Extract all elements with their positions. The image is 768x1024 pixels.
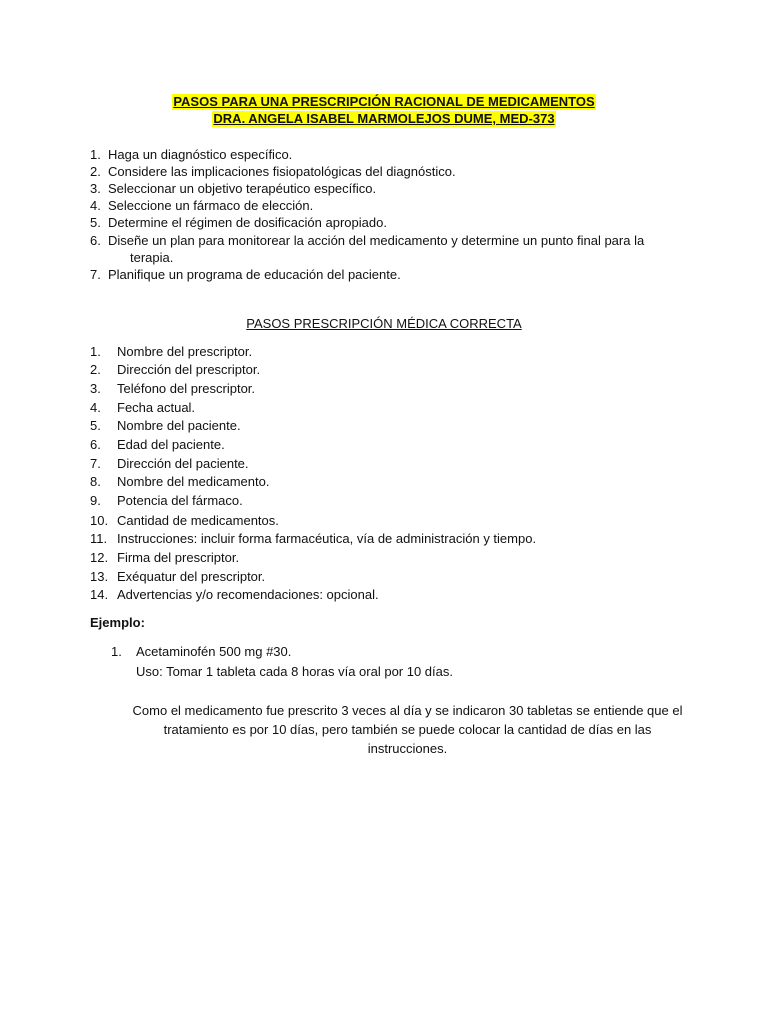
list-item-text: Haga un diagnóstico específico. — [108, 147, 293, 162]
list-item-number: 6. — [90, 233, 101, 248]
example-note: Como el medicamento fue prescrito 3 veces al día y se indicaron 30 tabletas se entiende que el tratamiento es por 10 días, pero también se puede colocar la cantidad de días en las instrucciones. — [132, 703, 683, 756]
list-item-number: 7. — [90, 456, 101, 471]
list-item-number: 6. — [90, 437, 101, 452]
list-item-number: 1. — [90, 147, 101, 162]
list-item-text: Advertencias y/o recomendaciones: opcional. — [117, 587, 379, 602]
list-item — [90, 266, 650, 283]
example-number: 1. — [111, 644, 122, 659]
list-item-text: Nombre del medicamento. — [117, 474, 270, 489]
list-item-text: Edad del paciente. — [117, 437, 225, 452]
list-item-text: Exéquatur del prescriptor. — [117, 569, 266, 584]
example-drug: Acetaminofén 500 mg #30. — [136, 644, 292, 659]
list-item-text: Teléfono del prescriptor. — [117, 381, 256, 396]
example-usage: Uso: Tomar 1 tableta cada 8 horas vía oral por 10 días. — [136, 664, 453, 679]
list-item-number: 14. — [90, 587, 109, 602]
list-item-text: Fecha actual. — [117, 400, 196, 415]
list-item — [90, 180, 650, 197]
list-item-text: Diseñe un plan para monitorear la acción del medicamento y determine un punto final para la — [108, 233, 645, 248]
list-item-number: 10. — [90, 513, 109, 528]
list-item-number: 9. — [90, 493, 101, 508]
list-item-number: 5. — [90, 418, 101, 433]
list-item-number: 3. — [90, 181, 101, 196]
list-item-number: 12. — [90, 550, 109, 565]
list-item-text: Potencia del fármaco. — [117, 493, 243, 508]
list-item — [90, 197, 650, 214]
list-item-text: Seleccione un fármaco de elección. — [108, 198, 314, 213]
list-item — [90, 163, 650, 180]
list-item-text: Instrucciones: incluir forma farmacéutica, vía de administración y tiempo. — [117, 531, 537, 546]
list-item-number: 3. — [90, 381, 101, 396]
list-item-number: 5. — [90, 215, 101, 230]
list-item-text: Determine el régimen de dosificación apropiado. — [108, 215, 387, 230]
example-label: Ejemplo: — [90, 615, 145, 630]
document-title — [0, 93, 768, 127]
list-item-number: 7. — [90, 267, 101, 282]
list-item-continuation — [130, 249, 690, 266]
list-item-text: Dirección del prescriptor. — [117, 362, 261, 377]
title-line-1: PASOS PARA UNA PRESCRIPCIÓN RACIONAL DE MEDICAMENTOS — [173, 94, 595, 109]
list-item-number: 13. — [90, 569, 109, 584]
list-item-number: 2. — [90, 164, 101, 179]
list-item-text: Planifique un programa de educación del paciente. — [108, 267, 401, 282]
list-item-number: 1. — [90, 344, 101, 359]
list-item — [90, 214, 650, 231]
list-item-number: 4. — [90, 198, 101, 213]
list-item — [90, 146, 650, 163]
list-item-text: Cantidad de medicamentos. — [117, 513, 279, 528]
title-line-2: DRA. ANGELA ISABEL MARMOLEJOS DUME, MED-373 — [213, 111, 555, 126]
list-item — [90, 232, 650, 249]
list-item-number: 8. — [90, 474, 101, 489]
list-item-number: 11. — [90, 531, 108, 546]
list-item-text: Dirección del paciente. — [117, 456, 249, 471]
list-item-text: Nombre del paciente. — [117, 418, 241, 433]
list-item-text: Considere las implicaciones fisiopatológicas del diagnóstico. — [108, 164, 456, 179]
list-item-text: Seleccionar un objetivo terapéutico específico. — [108, 181, 377, 196]
list-item-number: 2. — [90, 362, 101, 377]
list-item-number: 4. — [90, 400, 101, 415]
list-item-text: Firma del prescriptor. — [117, 550, 240, 565]
list-item-text: Nombre del prescriptor. — [117, 344, 253, 359]
section-title: PASOS PRESCRIPCIÓN MÉDICA CORRECTA — [246, 316, 522, 331]
list-item-text: terapia. — [130, 250, 174, 265]
